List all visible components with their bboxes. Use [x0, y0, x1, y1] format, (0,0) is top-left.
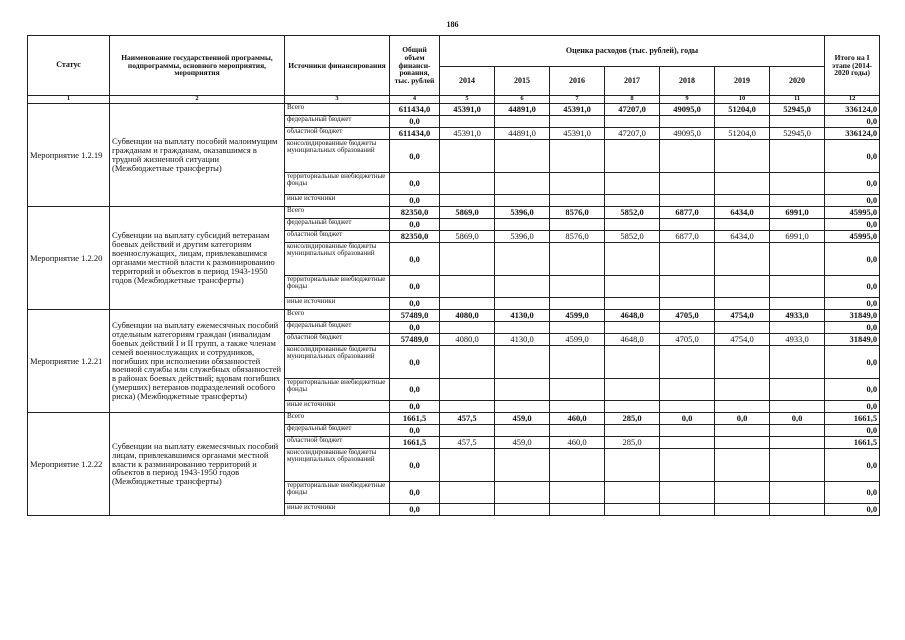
stage-total-value: 0,0 — [825, 504, 880, 516]
header-estimate: Оценка расходов (тыс. рублей), годы — [440, 36, 825, 67]
year-value: 5396,0 — [495, 207, 550, 219]
year-value — [660, 298, 715, 310]
year-value — [550, 195, 605, 207]
year-value: 45391,0 — [440, 104, 495, 116]
source-label: иные источники — [285, 504, 390, 516]
total-value: 0,0 — [390, 116, 440, 128]
year-value — [660, 482, 715, 504]
year-value — [715, 449, 770, 482]
year-value: 5396,0 — [495, 231, 550, 243]
year-value — [550, 173, 605, 195]
year-value — [440, 219, 495, 231]
year-value: 4933,0 — [770, 310, 825, 322]
year-value — [495, 401, 550, 413]
year-value — [550, 116, 605, 128]
total-value: 0,0 — [390, 276, 440, 298]
column-number: 3 — [285, 96, 390, 104]
stage-total-value: 0,0 — [825, 379, 880, 401]
year-value — [550, 219, 605, 231]
source-label: федеральный бюджет — [285, 322, 390, 334]
table-row — [28, 413, 880, 425]
header-year: 2015 — [495, 67, 550, 96]
year-value — [440, 401, 495, 413]
year-value — [660, 437, 715, 449]
year-value: 460,0 — [550, 413, 605, 425]
year-value — [660, 243, 715, 276]
header-sources: Источники финансирования — [285, 36, 390, 96]
year-value — [550, 401, 605, 413]
year-value: 460,0 — [550, 437, 605, 449]
year-value — [605, 116, 660, 128]
year-value: 4648,0 — [605, 310, 660, 322]
source-label: областной бюджет — [285, 231, 390, 243]
year-value — [660, 401, 715, 413]
year-value: 6434,0 — [715, 231, 770, 243]
year-value — [550, 482, 605, 504]
source-label: консолидированные бюджеты муниципальных образований — [285, 140, 390, 173]
year-value — [715, 425, 770, 437]
year-value — [715, 504, 770, 516]
year-value — [770, 173, 825, 195]
year-value — [660, 276, 715, 298]
year-value — [440, 243, 495, 276]
year-value — [770, 425, 825, 437]
total-value: 0,0 — [390, 425, 440, 437]
year-value — [440, 116, 495, 128]
year-value — [715, 298, 770, 310]
year-value — [605, 379, 660, 401]
total-value: 0,0 — [390, 346, 440, 379]
total-value: 0,0 — [390, 322, 440, 334]
year-value: 4754,0 — [715, 310, 770, 322]
year-value — [440, 276, 495, 298]
year-value — [495, 346, 550, 379]
year-value — [550, 346, 605, 379]
header-year: 2014 — [440, 67, 495, 96]
year-value: 6877,0 — [660, 207, 715, 219]
stage-total-value: 45995,0 — [825, 207, 880, 219]
year-value — [660, 322, 715, 334]
year-value — [440, 173, 495, 195]
year-value — [605, 482, 660, 504]
source-label: иные источники — [285, 195, 390, 207]
header-name: Наименование государственной программы, подпрограммы, основного мероприятия, мероприятия — [110, 36, 285, 96]
year-value: 44891,0 — [495, 104, 550, 116]
total-value: 0,0 — [390, 379, 440, 401]
stage-total-value: 0,0 — [825, 243, 880, 276]
year-value — [770, 504, 825, 516]
year-value — [715, 116, 770, 128]
year-value: 8576,0 — [550, 231, 605, 243]
source-label: иные источники — [285, 401, 390, 413]
column-number: 7 — [550, 96, 605, 104]
year-value — [660, 195, 715, 207]
stage-total-value: 0,0 — [825, 449, 880, 482]
year-value — [550, 322, 605, 334]
year-value — [605, 276, 660, 298]
year-value — [770, 140, 825, 173]
year-value — [495, 219, 550, 231]
year-value — [770, 437, 825, 449]
year-value — [605, 346, 660, 379]
header-year: 2018 — [660, 67, 715, 96]
source-label: территориальные внебюджетные фонды — [285, 173, 390, 195]
year-value — [495, 195, 550, 207]
source-label: территориальные внебюджетные фонды — [285, 482, 390, 504]
measure-status: Мероприятие 1.2.19 — [28, 104, 110, 207]
column-number: 8 — [605, 96, 660, 104]
source-label: областной бюджет — [285, 334, 390, 346]
year-value — [440, 425, 495, 437]
source-label: консолидированные бюджеты муниципальных образований — [285, 449, 390, 482]
year-value — [550, 276, 605, 298]
year-value: 4705,0 — [660, 310, 715, 322]
total-value: 0,0 — [390, 243, 440, 276]
source-label: областной бюджет — [285, 437, 390, 449]
total-value: 0,0 — [390, 482, 440, 504]
year-value — [605, 322, 660, 334]
year-value — [440, 482, 495, 504]
year-value: 45391,0 — [440, 128, 495, 140]
stage-total-value: 0,0 — [825, 346, 880, 379]
year-value — [440, 140, 495, 173]
source-label: Всего — [285, 310, 390, 322]
year-value: 5852,0 — [605, 231, 660, 243]
year-value — [660, 173, 715, 195]
year-value: 8576,0 — [550, 207, 605, 219]
year-value: 45391,0 — [550, 128, 605, 140]
column-number: 2 — [110, 96, 285, 104]
year-value — [605, 425, 660, 437]
year-value — [550, 425, 605, 437]
year-value: 4080,0 — [440, 334, 495, 346]
year-value: 459,0 — [495, 437, 550, 449]
measure-status: Мероприятие 1.2.21 — [28, 310, 110, 413]
year-value — [715, 401, 770, 413]
stage-total-value: 31849,0 — [825, 334, 880, 346]
year-value — [605, 401, 660, 413]
year-value: 4080,0 — [440, 310, 495, 322]
year-value — [605, 243, 660, 276]
source-label: территориальные внебюджетные фонды — [285, 276, 390, 298]
stage-total-value: 0,0 — [825, 173, 880, 195]
year-value — [605, 173, 660, 195]
table-row — [28, 104, 880, 116]
year-value — [605, 140, 660, 173]
header-status: Статус — [28, 36, 110, 96]
total-value: 57489,0 — [390, 334, 440, 346]
column-number: 6 — [495, 96, 550, 104]
year-value — [440, 195, 495, 207]
year-value — [550, 298, 605, 310]
year-value: 4599,0 — [550, 310, 605, 322]
year-value: 51204,0 — [715, 128, 770, 140]
year-value — [715, 379, 770, 401]
header-year: 2016 — [550, 67, 605, 96]
year-value — [550, 379, 605, 401]
source-label: консолидированные бюджеты муниципальных образований — [285, 243, 390, 276]
year-value — [495, 322, 550, 334]
stage-total-value: 0,0 — [825, 298, 880, 310]
year-value — [770, 449, 825, 482]
year-value — [605, 298, 660, 310]
total-value: 82350,0 — [390, 231, 440, 243]
stage-total-value: 336124,0 — [825, 104, 880, 116]
year-value — [440, 346, 495, 379]
total-value: 0,0 — [390, 195, 440, 207]
year-value — [715, 346, 770, 379]
year-value — [715, 195, 770, 207]
year-value — [550, 243, 605, 276]
source-label: территориальные внебюджетные фонды — [285, 379, 390, 401]
column-number: 10 — [715, 96, 770, 104]
source-label: федеральный бюджет — [285, 116, 390, 128]
total-value: 0,0 — [390, 401, 440, 413]
year-value: 5869,0 — [440, 207, 495, 219]
year-value: 4705,0 — [660, 334, 715, 346]
year-value — [770, 401, 825, 413]
year-value — [660, 140, 715, 173]
year-value — [770, 482, 825, 504]
year-value — [770, 243, 825, 276]
table-row — [28, 310, 880, 322]
year-value — [440, 504, 495, 516]
year-value — [715, 173, 770, 195]
year-value — [495, 425, 550, 437]
year-value — [550, 504, 605, 516]
year-value — [495, 116, 550, 128]
year-value: 459,0 — [495, 413, 550, 425]
stage-total-value: 1661,5 — [825, 437, 880, 449]
total-value: 82350,0 — [390, 207, 440, 219]
year-value — [495, 482, 550, 504]
year-value: 0,0 — [660, 413, 715, 425]
year-value: 6991,0 — [770, 207, 825, 219]
header-stage-total: Итого на I этапе (2014-2020 годы) — [825, 36, 880, 96]
total-value: 0,0 — [390, 449, 440, 482]
total-value: 0,0 — [390, 504, 440, 516]
year-value — [770, 346, 825, 379]
year-value — [715, 482, 770, 504]
total-value: 0,0 — [390, 173, 440, 195]
year-value — [495, 243, 550, 276]
total-value: 0,0 — [390, 140, 440, 173]
year-value — [660, 116, 715, 128]
column-number: 9 — [660, 96, 715, 104]
stage-total-value: 0,0 — [825, 425, 880, 437]
year-value — [495, 504, 550, 516]
year-value — [495, 140, 550, 173]
year-value: 51204,0 — [715, 104, 770, 116]
year-value — [605, 449, 660, 482]
year-value — [715, 437, 770, 449]
year-value — [440, 298, 495, 310]
column-number: 4 — [390, 96, 440, 104]
measure-name: Субвенции на выплату субсидий ветеранам боевых действий и другим категориям военнослужащих, лицам, привлекавшимся органами местной власти к разминированию территорий и объектов в период 1943-1950 годов (Межбюджетные трансферты) — [110, 207, 285, 310]
year-value: 4130,0 — [495, 334, 550, 346]
table-row — [28, 207, 880, 219]
year-value — [715, 243, 770, 276]
year-value — [715, 322, 770, 334]
year-value: 4130,0 — [495, 310, 550, 322]
year-value: 49095,0 — [660, 128, 715, 140]
year-value: 6434,0 — [715, 207, 770, 219]
total-value: 0,0 — [390, 298, 440, 310]
year-value: 4754,0 — [715, 334, 770, 346]
year-value — [770, 195, 825, 207]
measure-name: Субвенции на выплату пособий малоимущим гражданам и гражданам, оказавшимся в трудной жизненной ситуации (Межбюджетные трансферты) — [110, 104, 285, 207]
year-value — [660, 379, 715, 401]
year-value — [440, 449, 495, 482]
column-number: 1 — [28, 96, 110, 104]
year-value — [605, 504, 660, 516]
year-value: 4599,0 — [550, 334, 605, 346]
source-label: федеральный бюджет — [285, 425, 390, 437]
year-value — [495, 449, 550, 482]
year-value — [770, 276, 825, 298]
year-value: 45391,0 — [550, 104, 605, 116]
page-number: 186 — [446, 20, 459, 29]
year-value — [440, 322, 495, 334]
stage-total-value: 0,0 — [825, 276, 880, 298]
year-value — [715, 219, 770, 231]
year-value — [550, 449, 605, 482]
year-value: 47207,0 — [605, 104, 660, 116]
year-value: 285,0 — [605, 437, 660, 449]
header-year: 2017 — [605, 67, 660, 96]
year-value: 4933,0 — [770, 334, 825, 346]
year-value — [660, 504, 715, 516]
year-value — [495, 379, 550, 401]
year-value: 49095,0 — [660, 104, 715, 116]
year-value: 457,5 — [440, 413, 495, 425]
source-label: Всего — [285, 413, 390, 425]
year-value — [605, 219, 660, 231]
stage-total-value: 0,0 — [825, 322, 880, 334]
year-value — [440, 379, 495, 401]
year-value — [495, 298, 550, 310]
year-value: 6991,0 — [770, 231, 825, 243]
stage-total-value: 0,0 — [825, 195, 880, 207]
stage-total-value: 0,0 — [825, 482, 880, 504]
stage-total-value: 0,0 — [825, 116, 880, 128]
total-value: 1661,5 — [390, 413, 440, 425]
year-value — [715, 140, 770, 173]
year-value: 52945,0 — [770, 128, 825, 140]
year-value: 5852,0 — [605, 207, 660, 219]
year-value — [495, 173, 550, 195]
year-value — [605, 195, 660, 207]
stage-total-value: 31849,0 — [825, 310, 880, 322]
source-label: Всего — [285, 104, 390, 116]
total-value: 611434,0 — [390, 104, 440, 116]
measure-status: Мероприятие 1.2.22 — [28, 413, 110, 516]
column-number: 12 — [825, 96, 880, 104]
year-value — [495, 276, 550, 298]
header-total: Общий объем финанси-рования, тыс. рублей — [390, 36, 440, 96]
header-year: 2020 — [770, 67, 825, 96]
year-value — [660, 219, 715, 231]
measure-status: Мероприятие 1.2.20 — [28, 207, 110, 310]
year-value: 52945,0 — [770, 104, 825, 116]
year-value: 6877,0 — [660, 231, 715, 243]
year-value — [660, 449, 715, 482]
source-label: областной бюджет — [285, 128, 390, 140]
year-value — [660, 346, 715, 379]
year-value: 5869,0 — [440, 231, 495, 243]
year-value — [770, 116, 825, 128]
stage-total-value: 336124,0 — [825, 128, 880, 140]
total-value: 611434,0 — [390, 128, 440, 140]
year-value — [715, 276, 770, 298]
source-label: Всего — [285, 207, 390, 219]
stage-total-value: 0,0 — [825, 219, 880, 231]
source-label: федеральный бюджет — [285, 219, 390, 231]
measure-name: Субвенции на выплату ежемесячных пособий лицам, привлекавшимся органами местной власти к разминированию территорий и объектов в период 1943-1950 годов (Межбюджетные трансферты) — [110, 413, 285, 516]
year-value — [770, 298, 825, 310]
budget-table — [27, 35, 880, 516]
year-value — [660, 425, 715, 437]
stage-total-value: 0,0 — [825, 140, 880, 173]
source-label: консолидированные бюджеты муниципальных образований — [285, 346, 390, 379]
total-value: 57489,0 — [390, 310, 440, 322]
column-number: 5 — [440, 96, 495, 104]
year-value: 44891,0 — [495, 128, 550, 140]
header-year: 2019 — [715, 67, 770, 96]
year-value: 457,5 — [440, 437, 495, 449]
source-label: иные источники — [285, 298, 390, 310]
year-value — [770, 379, 825, 401]
stage-total-value: 45995,0 — [825, 231, 880, 243]
year-value: 0,0 — [715, 413, 770, 425]
stage-total-value: 1661,5 — [825, 413, 880, 425]
total-value: 1661,5 — [390, 437, 440, 449]
total-value: 0,0 — [390, 219, 440, 231]
year-value: 47207,0 — [605, 128, 660, 140]
measure-name: Субвенции на выплату ежемесячных пособий отдельным категориям граждан (инвалидам боевых действий I и II групп, а также членам семей военнослужащих и сотрудников, погибших при исполнении обязанностей военной службы или служебных обязанностей в районах боевых действий; вдовам погибших (умерших) ветеранов подразделений особого риска) (Межбюджетные трансферты) — [110, 310, 285, 413]
year-value: 4648,0 — [605, 334, 660, 346]
year-value: 0,0 — [770, 413, 825, 425]
year-value — [770, 219, 825, 231]
stage-total-value: 0,0 — [825, 401, 880, 413]
year-value — [550, 140, 605, 173]
column-number: 11 — [770, 96, 825, 104]
year-value: 285,0 — [605, 413, 660, 425]
year-value — [770, 322, 825, 334]
